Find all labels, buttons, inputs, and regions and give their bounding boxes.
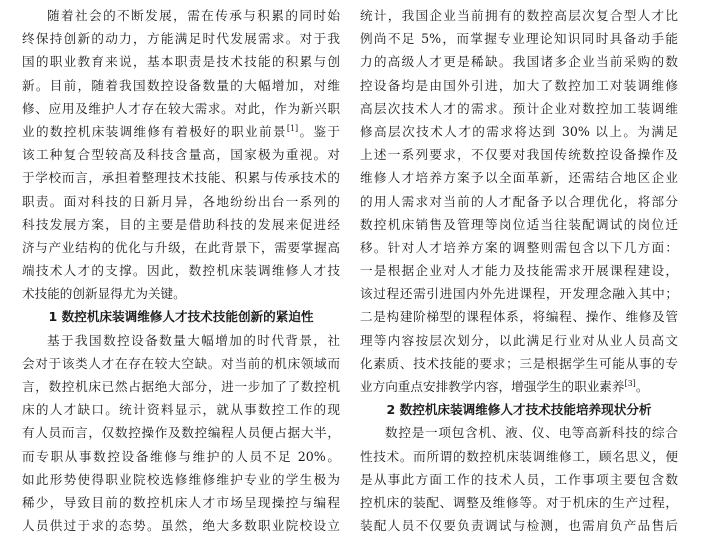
text-line: 新。目前，随着我国数控设备数量的大幅增加，对维: [22, 77, 340, 93]
text-line: 维修人才培养方案予以全面革新，还需结合地区企业: [360, 170, 678, 186]
paragraph-status: [360, 421, 678, 537]
text-line: 术技能的创新显得尤为关键。: [22, 286, 186, 302]
text-line-with-citation: [22, 120, 340, 143]
citation-ref: [1]: [286, 123, 299, 133]
text-line: 化素质、技术技能的要求；三是根据学生可能从事的专: [360, 355, 678, 371]
text-line: 性技术。而所谓的数控机床装调维修工，顾名思义，便: [360, 448, 678, 464]
text-line: 端技术人才的支撑。因此，数控机床装调维修人才技: [22, 263, 340, 279]
text-line: 上述一系列要求，不仅要对我国传统数控设备操作及: [360, 147, 678, 163]
text-line: 力的高级人才更是稀缺。我国诸多企业当前采购的数: [360, 54, 678, 70]
text-line: 高层次技术人才的需求。预计企业对数控加工装调维: [360, 100, 678, 116]
text-line: 终保持创新的动力，方能满足时代发展需求。对于我: [22, 31, 340, 47]
text-line: 人员供过于求的态势。虽然，绝大多数职业院校设立: [22, 518, 340, 534]
text-line: 控设备均是由国外引进，加大了数控加工对装调维修: [360, 77, 678, 93]
text-line: 装配人员不仅要负责调试与检测，也需肩负产品售后: [360, 518, 678, 534]
section-heading-1: 1 数控机床装调维修人才技术技能创新的紧迫性: [48, 309, 314, 325]
text-line: 修高层次技术人才的需求将达到 30% 以上。为满足: [360, 123, 678, 139]
text-line: 数控是一项包含机、液、仪、电等高新科技的综合: [385, 425, 678, 441]
text-line: 济与产业结构的优化与升级，在此背景下，需要掌握高: [22, 239, 340, 255]
text-segment: 。鉴于: [298, 123, 341, 139]
text-line: 移。针对人才培养方案的调整则需包含以下几方面：: [360, 239, 678, 255]
text-line: 会对于该类人才在存在较大空缺。对当前的机床领域而: [22, 355, 340, 371]
text-line: 一是根据企业对人才能力及技能需求开展课程建设，: [360, 263, 678, 279]
right-column: [360, 4, 678, 537]
text-line: 统计，我国企业当前拥有的数控高层次复合型人才比: [360, 8, 678, 23]
text-line: 例尚不足 5%，而掌握专业理论知识同时具备动手能: [360, 31, 678, 47]
paragraph-talent-demand: [360, 4, 678, 398]
text-line: 该过程还需引进国内外先进课程，开发理念融入其中；: [360, 286, 678, 302]
text-line: 于学校而言，承担着整理技术技能、积累与传承技术的: [22, 170, 340, 186]
citation-ref: [3]: [624, 378, 636, 388]
paragraph-urgency: [22, 329, 340, 537]
text-line: 数控机床销售及管理等岗位适当往装配调试的岗位迁: [360, 216, 678, 232]
text-line: 该工种复合型较高及科技含量高，国家极为重视。对: [22, 147, 340, 163]
text-line: 而专职从事数控设备维修与维护的人员不足 20%。: [22, 448, 340, 464]
text-segment: 业方向重点安排教学内容，增强学生的职业素养: [360, 379, 625, 394]
text-line: 控机床的装配、调整及维修等。对于机床的生产过程，: [360, 494, 678, 510]
text-line-with-citation: [360, 375, 678, 398]
text-line: 如此形势使得职业院校选修维修维护专业的学生极为: [22, 471, 340, 487]
text-line: 有人员而言，仅数控操作及数控编程人员便占据大半，: [22, 425, 340, 441]
text-line: 科技发展方案，目的主要是借助科技的发展来促进经: [22, 216, 340, 232]
left-column: [22, 4, 340, 537]
text-line: 二是构建阶梯型的课程体系，将编程、操作、维修及管: [360, 309, 678, 325]
text-line: 理等内容按层次划分，以此满足行业对从业人员高文: [360, 332, 678, 348]
text-line: 的用人需求对当前的人才配备予以合理优化，将部分: [360, 193, 678, 209]
text-line: 国的职业教育来说，基本职责是技术技能的积累与创: [22, 54, 340, 70]
text-line: 稀少，导致目前的数控机床人才市场呈现操控与编程: [22, 494, 340, 510]
text-segment: 。: [635, 379, 649, 394]
text-line: 职责。面对科技的日新月异，各地纷纷出台一系列的: [22, 193, 340, 209]
text-line: 基于我国数控设备数量大幅增加的时代背景，社: [47, 332, 340, 348]
text-line: 随着社会的不断发展，需在传承与积累的同时始: [47, 8, 340, 23]
section-heading-2: 2 数控机床装调维修人才技术技能培养现状分析: [386, 402, 652, 418]
text-line: 修、应用及维护人才存在较大需求。对此，作为新兴职: [22, 100, 340, 116]
text-line: 是从事此方面工作的技术人员，工作事项主要包含数: [360, 471, 678, 487]
text-segment: 业的数控机床装调维修有着极好的职业前景: [22, 123, 287, 139]
text-line: 言，数控机床已然占据绝大部分，进一步加了了数控机: [22, 379, 340, 394]
paragraph-intro: [22, 4, 340, 305]
text-line: 床的人才缺口。统计资料显示，就从事数控工作的现: [22, 402, 340, 418]
